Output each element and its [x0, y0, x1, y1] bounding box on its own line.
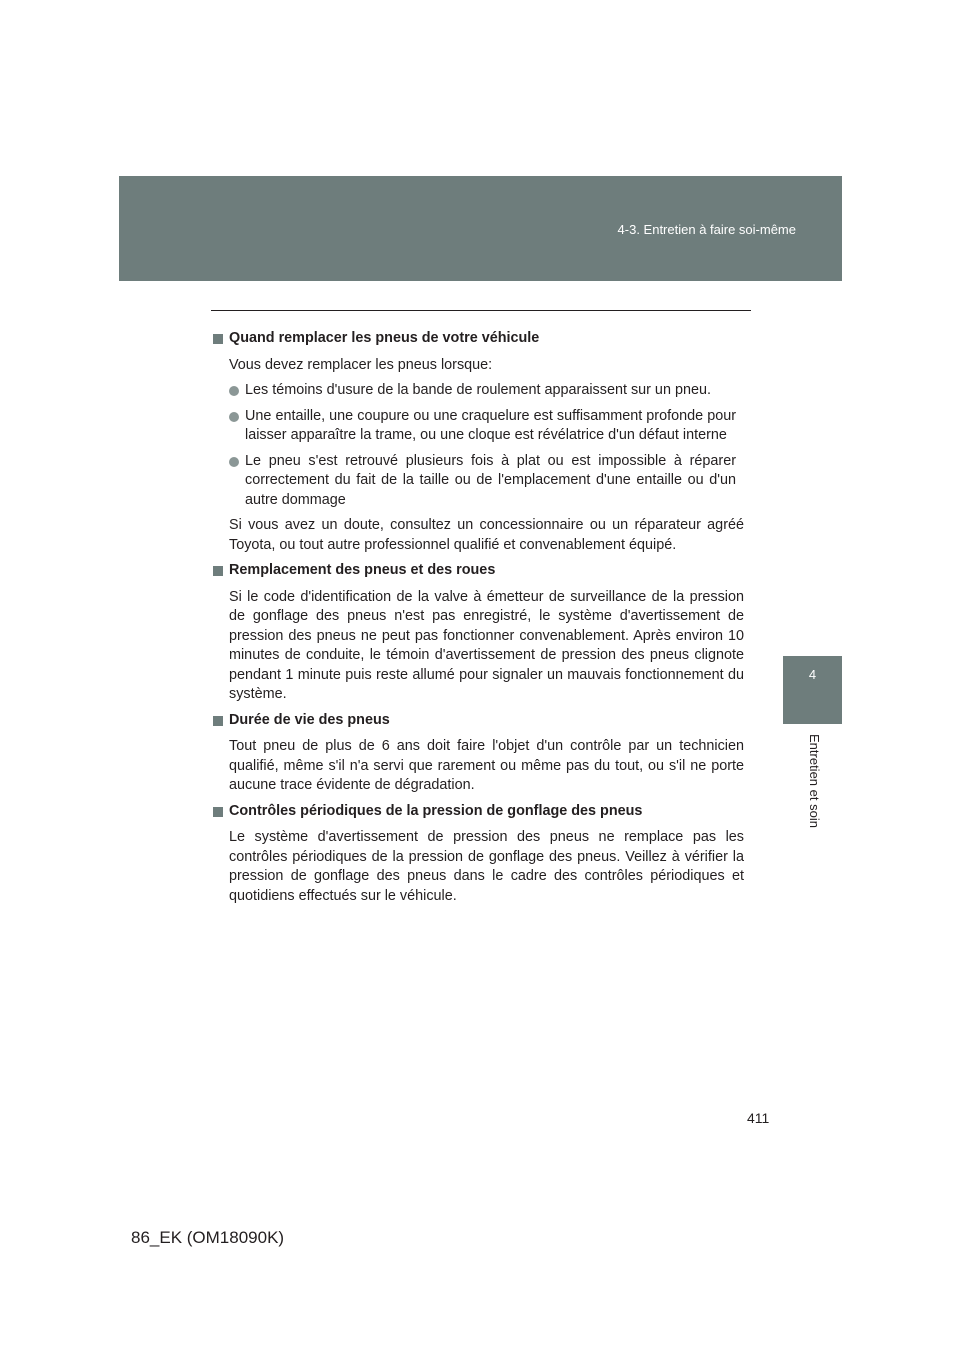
body-text: Le système d'avertissement de pression des pneus ne remplace pas les contrôles périodiques de la pression de gonflage des pneus. Veillez à vérifier la pression de gonflage des pneus dans le cadre des contrôles périodiques et quotidiens effectués sur le véhicule.: [229, 829, 744, 904]
square-bullet-icon: [213, 807, 223, 817]
circle-bullet-icon: [229, 457, 239, 467]
chapter-label: Entretien et soin: [807, 734, 822, 828]
section-when-replace: [213, 329, 744, 555]
square-bullet-icon: [213, 334, 223, 344]
list-item: Le pneu s'est retrouvé plusieurs fois à plat ou est impossible à réparer correctement du fait de la taille ou de l'emplacement d'une entaille ou d'un autre dommage: [229, 452, 736, 511]
document-code: 86_EK (OM18090K): [131, 1228, 285, 1247]
top-rule: [211, 310, 751, 311]
square-bullet-icon: [213, 716, 223, 726]
section-title: Quand remplacer les pneus de votre véhicule: [213, 329, 744, 349]
chapter-tab: [783, 656, 842, 724]
list-item: Une entaille, une coupure ou une craquelure est suffisamment profonde pour laisser apparaître la trame, ou une cloque est révélatrice d'un défaut interne: [229, 407, 736, 446]
body-text: Si le code d'identification de la valve à émetteur de surveillance de la pression de gonflage des pneus n'est pas enregistré, le système d'avertissement de pression des pneus ne peut pas fonctionner convenablement. Après environ 10 minutes de conduite, le témoin d'avertissement de pression des pneus clignote pendant 1 minute puis reste allumé pour signaler un mauvais fonctionnement du système.: [229, 588, 744, 702]
side-strip: [783, 281, 842, 656]
section-pressure-checks: [213, 802, 744, 907]
list-item: Les témoins d'usure de la bande de roulement apparaissent sur un pneu.: [229, 381, 736, 401]
section-tire-life: [213, 711, 744, 796]
page-content: [213, 329, 744, 912]
page-number: 411: [747, 1110, 770, 1126]
square-bullet-icon: [213, 566, 223, 576]
section-replacement: [213, 561, 744, 705]
section-header-title: 4-3. Entretien à faire soi-même: [617, 222, 796, 237]
section-title: Remplacement des pneus et des roues: [213, 561, 744, 581]
intro-text: Vous devez remplacer les pneus lorsque:: [229, 356, 493, 373]
circle-bullet-icon: [229, 412, 239, 422]
outro-text: Si vous avez un doute, consultez un concessionnaire ou un réparateur agréé Toyota, ou tout autre professionnel qualifié et convenablement équipé.: [229, 517, 744, 553]
header-band: [119, 176, 842, 281]
section-title: Contrôles périodiques de la pression de gonflage des pneus: [213, 802, 744, 822]
chapter-number: 4: [808, 667, 817, 682]
circle-bullet-icon: [229, 386, 239, 396]
body-text: Tout pneu de plus de 6 ans doit faire l'objet d'un contrôle par un technicien qualifié, même s'il n'a servi que rarement ou même pas du tout, ou s'il ne porte aucune trace évidente de dégradation.: [229, 738, 744, 793]
section-title: Durée de vie des pneus: [213, 711, 744, 731]
